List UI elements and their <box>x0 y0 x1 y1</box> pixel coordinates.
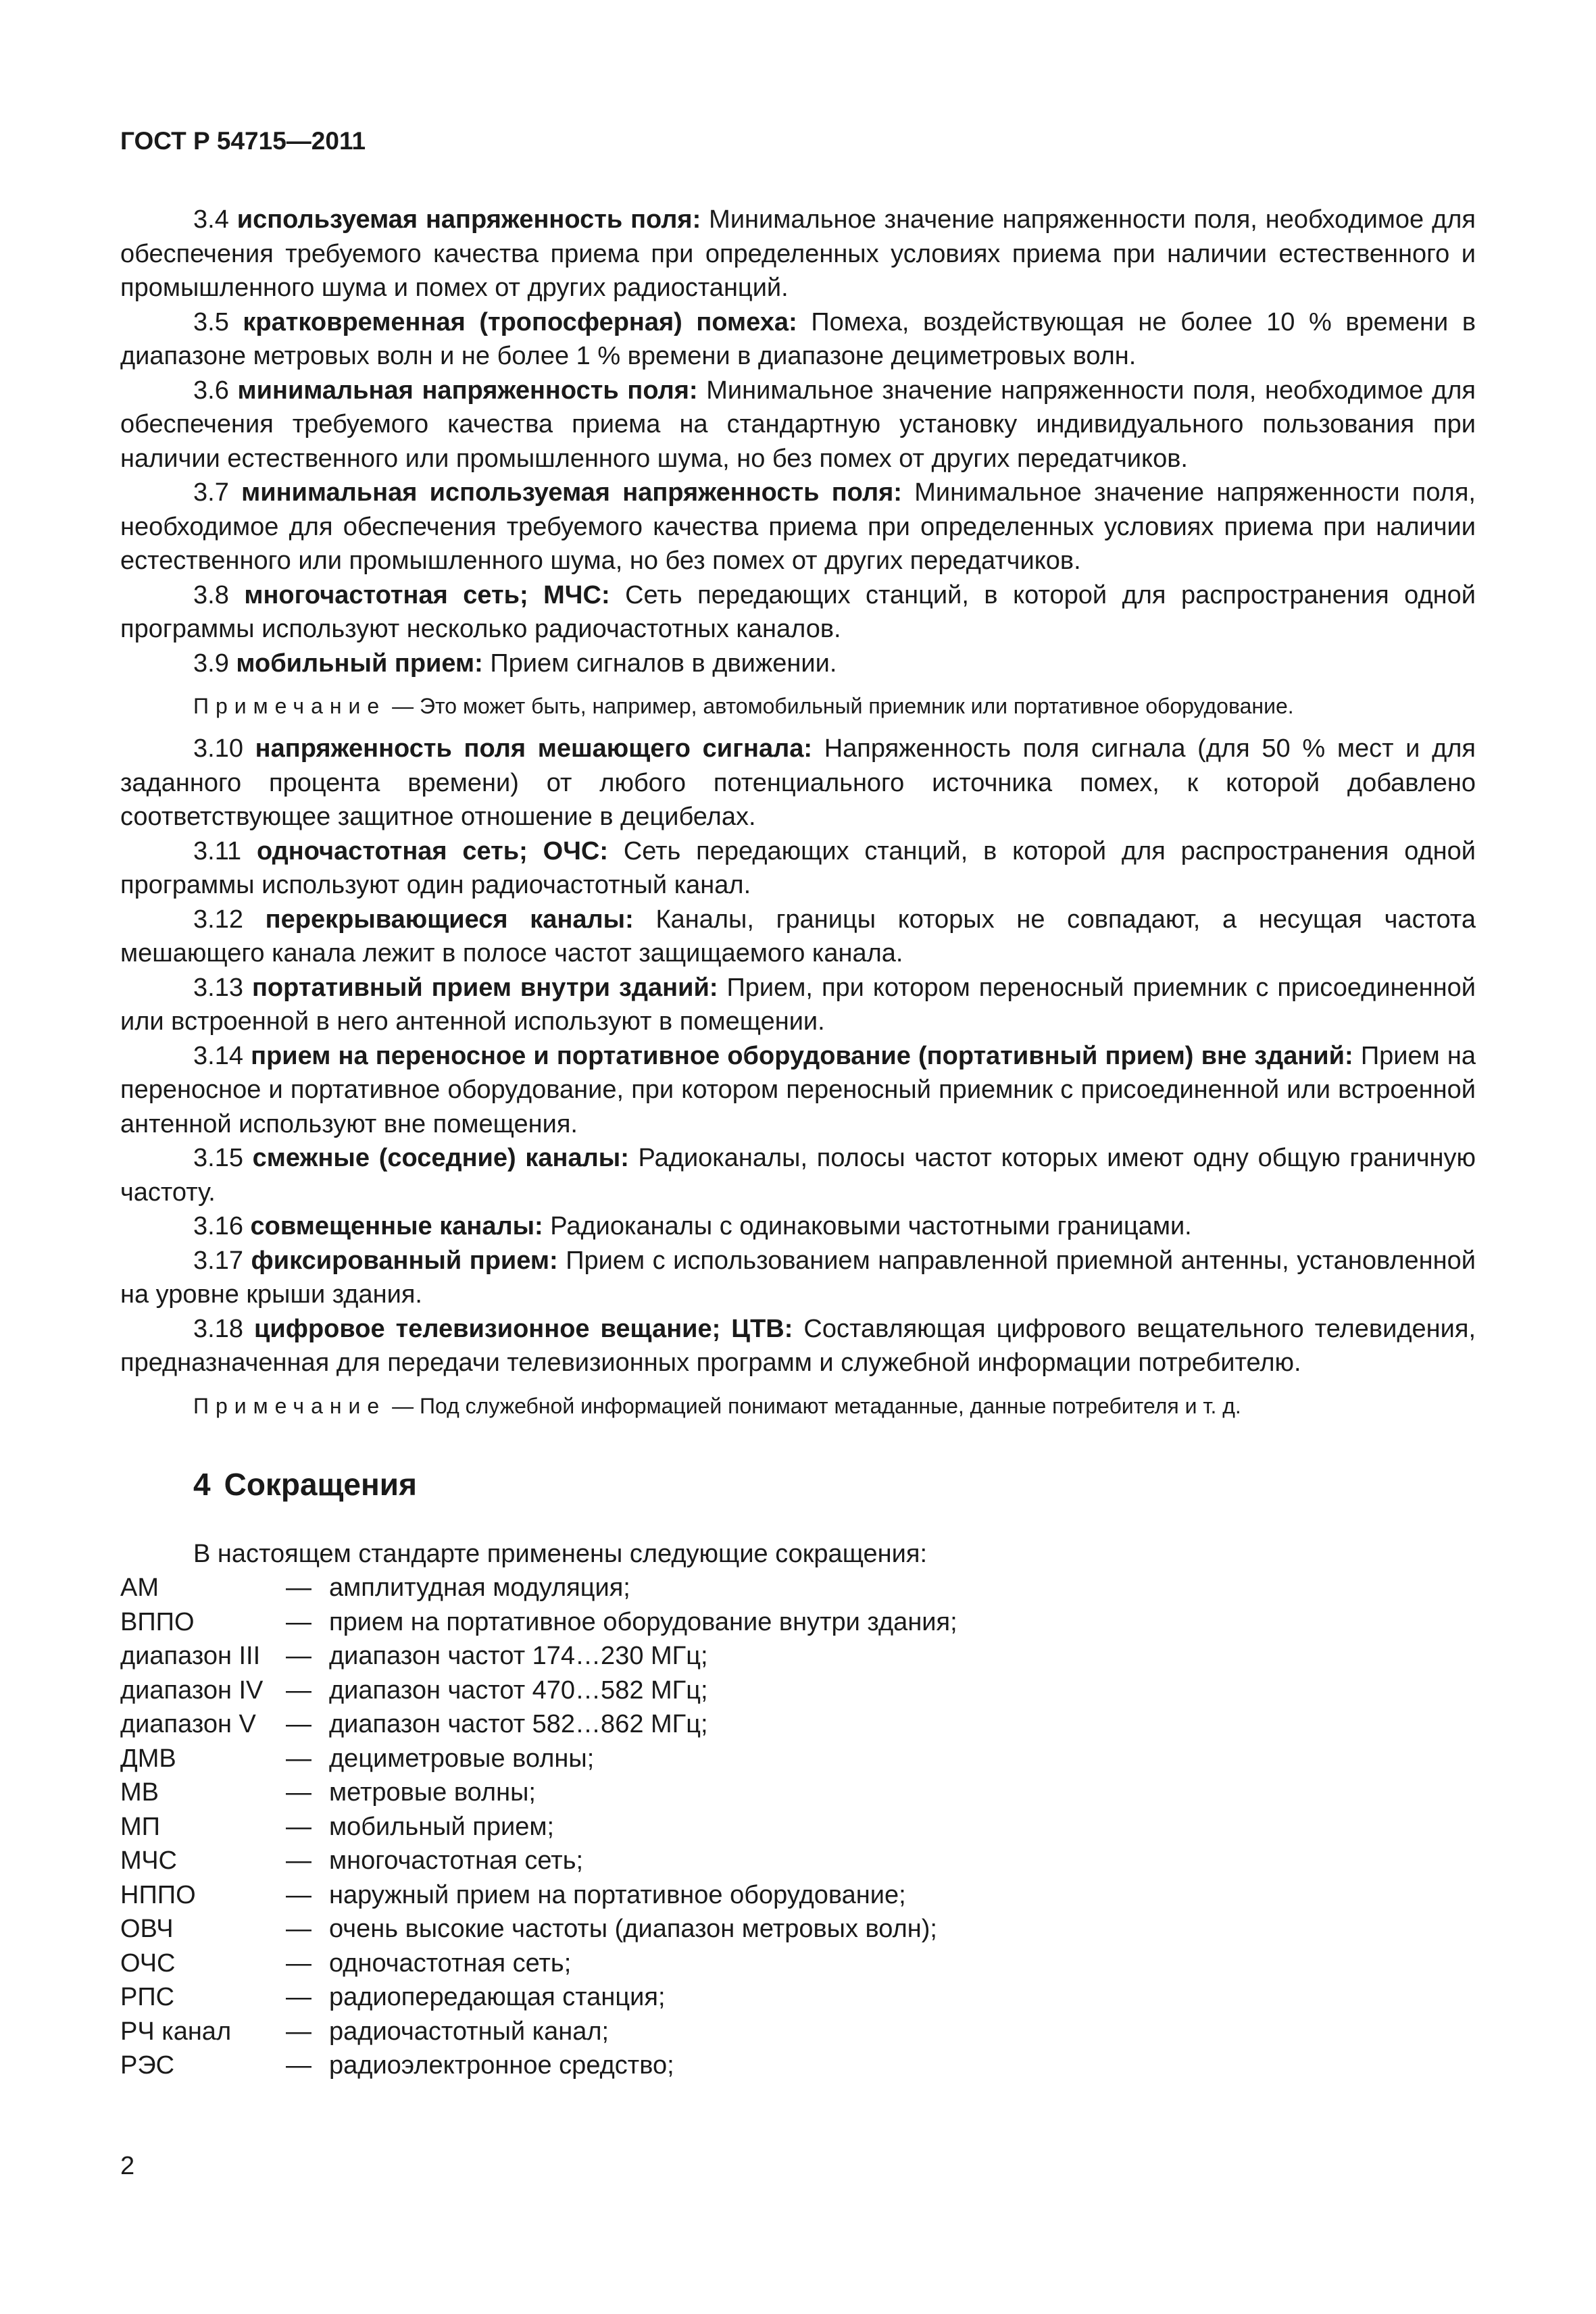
abbreviation-meaning: одночастотная сеть; <box>329 1948 572 1978</box>
note-3-9 <box>120 691 1476 721</box>
definition-term: кратковременная (тропосферная) помеха: <box>243 307 797 336</box>
abbreviation: диапазон V <box>120 1710 256 1738</box>
definition-3-12 <box>120 903 1476 971</box>
definition-3-17 <box>120 1244 1476 1312</box>
abbreviation-meaning: многочастотная сеть; <box>329 1846 584 1875</box>
definition-text: Прием, при котором переносный приемник с присоединенной или встроенной в него антенной используют в помещении. <box>120 973 1476 1036</box>
definition-3-18 <box>120 1312 1476 1380</box>
abbreviations-list <box>120 1571 957 2083</box>
note-text: — Это может быть, например, автомобильный приемник или портативное оборудование. <box>392 694 1294 718</box>
definition-text: Радиоканалы, полосы частот которых имеют одну общую граничную частоту. <box>120 1144 1476 1207</box>
definition-text: Прием сигналов в движении. <box>490 649 837 678</box>
abbreviation: РЭС <box>120 2051 175 2080</box>
definition-number: 3.12 <box>193 905 243 934</box>
section-intro: В настоящем стандарте применены следующие сокращения: <box>193 1539 928 1568</box>
list-item <box>120 1707 957 1742</box>
dash: — <box>286 1642 311 1670</box>
dash: — <box>286 1846 311 1875</box>
definition-3-10 <box>120 732 1476 834</box>
definition-text: Составляющая цифрового вещательного телевидения, предназначенная для передачи телевизионных программ и служебной информации потребителю. <box>120 1314 1476 1377</box>
dash: — <box>286 1607 311 1636</box>
dash: — <box>286 2017 311 2046</box>
document-body <box>120 203 1476 2083</box>
definition-3-5 <box>120 305 1476 374</box>
section-number: 4 <box>193 1466 211 1502</box>
list-item <box>120 2048 957 2083</box>
dash: — <box>286 1574 311 1602</box>
dash: — <box>286 1812 311 1841</box>
definition-3-9 <box>120 647 1476 681</box>
dash: — <box>286 1948 311 1978</box>
abbreviation: диапазон III <box>120 1642 261 1670</box>
definition-text: Напряженность поля сигнала (для 50 % мест и для заданного процента времени) от любого потенциального источника помех, к которой добавлено соответствующее защитное отношение в децибелах. <box>120 734 1476 831</box>
definition-term: используемая напряженность поля: <box>236 205 701 234</box>
definition-number: 3.11 <box>193 836 242 865</box>
definition-text: Прием с использованием направленной приемной антенны, установленной на уровне крыши здания. <box>120 1246 1476 1309</box>
abbreviation: МП <box>120 1812 160 1841</box>
definition-term: смежные (соседние) каналы: <box>252 1144 629 1172</box>
definition-number: 3.16 <box>193 1212 243 1240</box>
definition-term: прием на переносное и портативное оборудование (портативный прием) вне зданий: <box>251 1041 1353 1070</box>
abbreviation-meaning: амплитудная модуляция; <box>329 1574 630 1602</box>
list-item <box>120 1776 957 1810</box>
definition-text: Минимальное значение напряженности поля, необходимое для обеспечения требуемого качества приема на стандартную установку индивидуального пользования при наличии естественного или промышленного шума, но без помех от других передатчиков. <box>120 376 1476 473</box>
note-label: Примечание <box>193 694 386 718</box>
definition-text: Радиоканалы с одинаковыми частотными границами. <box>550 1212 1192 1240</box>
abbreviation-meaning: радиоэлектронное средство; <box>329 2051 674 2080</box>
definition-term: мобильный прием: <box>236 649 483 678</box>
abbreviation-meaning: диапазон частот 582…862 МГц; <box>329 1710 708 1738</box>
abbreviation-meaning: мобильный прием; <box>329 1812 555 1841</box>
abbreviation-meaning: очень высокие частоты (диапазон метровых волн); <box>329 1915 937 1943</box>
definition-3-4 <box>120 203 1476 305</box>
definition-number: 3.4 <box>193 205 229 234</box>
definition-text: Помеха, воздействующая не более 10 % времени в диапазоне метровых волн и не более 1 % времени в диапазоне дециметровых волн. <box>120 307 1476 370</box>
abbreviation: РЧ канал <box>120 2017 232 2046</box>
list-item <box>120 1639 957 1674</box>
section-heading <box>193 1465 1476 1503</box>
abbreviation: ОВЧ <box>120 1915 174 1943</box>
definition-number: 3.7 <box>193 478 229 507</box>
definition-number: 3.6 <box>193 376 229 405</box>
list-item <box>120 1912 957 1946</box>
definition-term: перекрывающиеся каналы: <box>265 905 634 934</box>
list-item <box>120 1946 957 1981</box>
dash: — <box>286 1778 311 1807</box>
note-3-18 <box>120 1391 1476 1421</box>
definition-3-14 <box>120 1039 1476 1142</box>
abbreviation: МВ <box>120 1778 159 1807</box>
abbreviation-meaning: радиопередающая станция; <box>329 1983 666 2011</box>
definition-number: 3.13 <box>193 973 243 1002</box>
abbreviation: ОЧС <box>120 1948 176 1978</box>
abbreviation: АМ <box>120 1574 159 1602</box>
abbreviation: ВППО <box>120 1607 195 1636</box>
abbreviation: диапазон IV <box>120 1676 264 1705</box>
definition-term: цифровое телевизионное вещание; ЦТВ: <box>253 1314 793 1343</box>
definition-number: 3.9 <box>193 649 229 678</box>
definition-term: одночастотная сеть; ОЧС: <box>256 836 608 865</box>
definition-3-8 <box>120 578 1476 647</box>
definition-3-15 <box>120 1141 1476 1209</box>
definition-text: Сеть передающих станций, в которой для распространения одной программы используют несколько радиочастотных каналов. <box>120 580 1476 643</box>
definition-number: 3.18 <box>193 1314 243 1343</box>
list-item <box>120 1742 957 1776</box>
abbreviation: ДМВ <box>120 1744 176 1773</box>
definition-term: напряженность поля мешающего сигнала: <box>255 734 813 763</box>
abbreviation: НППО <box>120 1880 196 1909</box>
definition-number: 3.10 <box>193 734 243 763</box>
dash: — <box>286 2051 311 2080</box>
definition-term: минимальная напряженность поля: <box>237 376 698 405</box>
list-item <box>120 1571 957 1605</box>
definition-number: 3.15 <box>193 1144 243 1172</box>
definition-3-16 <box>120 1209 1476 1244</box>
dash: — <box>286 1880 311 1909</box>
section-title: Сокращения <box>224 1466 417 1502</box>
definition-term: многочастотная сеть; МЧС: <box>244 580 610 609</box>
abbreviation-meaning: диапазон частот 470…582 МГц; <box>329 1676 708 1705</box>
dash: — <box>286 1744 311 1773</box>
dash: — <box>286 1915 311 1943</box>
page-number: 2 <box>120 2152 135 2180</box>
definition-text: Минимальное значение напряженности поля, необходимое для обеспечения требуемого качества приема при определенных условиях приема при наличии естественного или промышленного шума, но без помех от других передатчиков. <box>120 478 1476 575</box>
dash: — <box>286 1710 311 1738</box>
abbreviation: РПС <box>120 1983 175 2011</box>
definition-3-11 <box>120 834 1476 903</box>
definition-number: 3.14 <box>193 1041 243 1070</box>
definition-term: совмещенные каналы: <box>250 1212 543 1240</box>
list-item <box>120 1844 957 1878</box>
abbreviation-meaning: метровые волны; <box>329 1778 536 1807</box>
list-item <box>120 1878 957 1913</box>
definition-number: 3.8 <box>193 580 229 609</box>
definition-3-7 <box>120 476 1476 578</box>
abbreviation-meaning: наружный прием на портативное оборудование; <box>329 1880 906 1909</box>
list-item <box>120 1674 957 1708</box>
note-label: Примечание <box>193 1393 386 1418</box>
document-header: ГОСТ Р 54715—2011 <box>120 127 366 155</box>
abbreviation-meaning: дециметровые волны; <box>329 1744 595 1773</box>
abbreviation: МЧС <box>120 1846 177 1875</box>
definition-text: Каналы, границы которых не совпадают, а несущая частота мешающего канала лежит в полосе частот защищаемого канала. <box>120 905 1476 967</box>
note-text: — Под служебной информацией понимают метаданные, данные потребителя и т. д. <box>392 1393 1241 1418</box>
abbreviation-meaning: прием на портативное оборудование внутри здания; <box>329 1607 957 1636</box>
definition-3-6 <box>120 374 1476 476</box>
definition-3-13 <box>120 971 1476 1039</box>
definition-number: 3.17 <box>193 1246 243 1275</box>
definition-text: Минимальное значение напряженности поля, необходимое для обеспечения требуемого качества приема при определенных условиях приема при наличии естественного и промышленного шума и помех от других радиостанций. <box>120 205 1476 302</box>
definition-term: минимальная используемая напряженность поля: <box>241 478 902 507</box>
list-item <box>120 1605 957 1640</box>
list-item <box>120 1810 957 1844</box>
abbreviation-meaning: радиочастотный канал; <box>329 2017 609 2046</box>
abbreviation-meaning: диапазон частот 174…230 МГц; <box>329 1642 708 1670</box>
definition-number: 3.5 <box>193 307 229 336</box>
dash: — <box>286 1676 311 1705</box>
definition-term: портативный прием внутри зданий: <box>251 973 718 1002</box>
definition-text: Сеть передающих станций, в которой для распространения одной программы используют один радиочастотный канал. <box>120 836 1476 899</box>
list-item <box>120 2015 957 2049</box>
dash: — <box>286 1983 311 2011</box>
list-item <box>120 1980 957 2015</box>
definition-text: Прием на переносное и портативное оборудование, при котором переносный приемник с присоединенной или встроенной антенной используют вне помещения. <box>120 1041 1476 1138</box>
definition-term: фиксированный прием: <box>251 1246 558 1275</box>
